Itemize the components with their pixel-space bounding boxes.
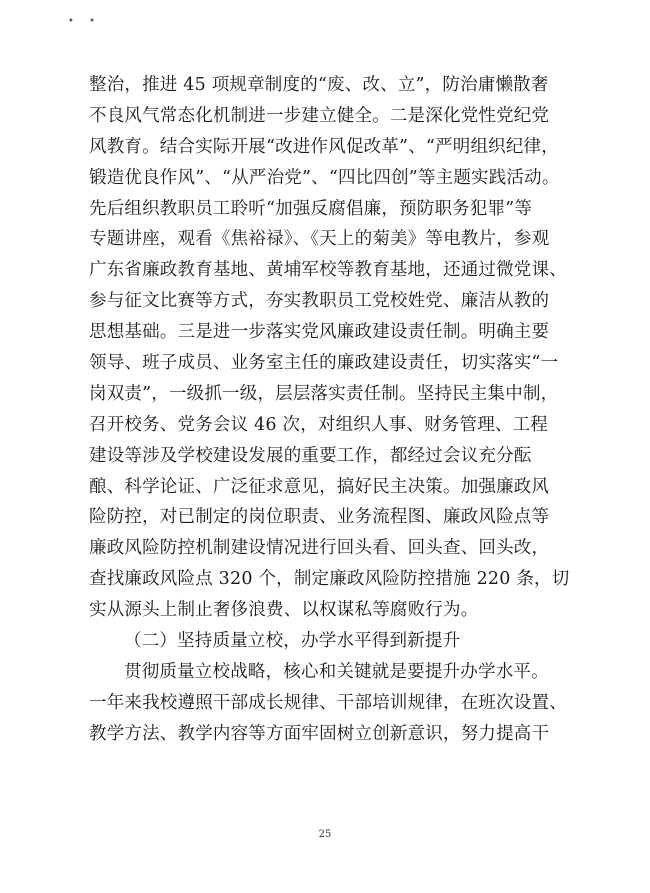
text-line: 锻造优良作风”、“从严治党”、“四比四创”等主题实践活动。 xyxy=(89,167,560,188)
text-line: 查找廉政风险点 320 个，制定廉政风险防控措施 220 条，切 xyxy=(89,569,570,590)
body-text xyxy=(89,70,584,750)
scan-marks: • • xyxy=(68,16,101,27)
paragraph-first-line: 贯彻质量立校战略，核心和关键就是要提升办学水平。 xyxy=(124,661,549,682)
text-line: 险防控，对已制定的岗位职责、业务流程图、廉政风险点等 xyxy=(89,507,550,528)
text-line: 专题讲座，观看《焦裕禄》、《天上的菊美》等电教片，参观 xyxy=(89,229,550,250)
text-line: 教学方法、教学内容等方面牢固树立创新意识，努力提高干 xyxy=(89,723,550,744)
text-line: 整治，推进 45 项规章制度的“废、改、立”，防治庸懒散奢 xyxy=(89,75,549,95)
text-line: 思想基础。三是进一步落实党风廉政建设责任制。明确主要 xyxy=(89,322,550,343)
section-heading: （二）坚持质量立校，办学水平得到新提升 xyxy=(124,631,461,652)
text-line: 廉政风险防控机制建设情况进行回头看、回头查、回头改， xyxy=(89,538,550,559)
text-line: 一年来我校遵照干部成长规律、干部培训规律，在班次设置、 xyxy=(89,692,567,713)
text-line: 建设等涉及学校建设发展的重要工作，都经过会议充分酝 xyxy=(89,445,532,466)
text-line: 岗双责”，一级抓一级，层层落实责任制。坚持民主集中制， xyxy=(89,383,559,404)
text-line: 召开校务、党务会议 46 次，对组织人事、财务管理、工程 xyxy=(89,414,548,435)
text-line: 实从源头上制止奢侈浪费、以权谋私等腐败行为。 xyxy=(89,600,479,621)
text-line: 不良风气常态化机制进一步建立健全。二是深化党性党纪党 xyxy=(89,105,550,126)
text-line: 广东省廉政教育基地、黄埔军校等教育基地，还通过微党课、 xyxy=(89,260,567,281)
text-line: 风教育。结合实际开展“改进作风促改革”、“严明组织纪律， xyxy=(89,136,559,157)
page-number: 25 xyxy=(318,829,332,840)
text-line: 先后组织教职员工聆听“加强反腐倡廉，预防职务犯罪”等 xyxy=(89,198,533,219)
text-line: 参与征文比赛等方式，夯实教职员工党校姓党、廉洁从教的 xyxy=(89,291,550,312)
text-line: 领导、班子成员、业务室主任的廉政建设责任，切实落实“一 xyxy=(89,353,559,374)
text-line: 酿、科学论证、广泛征求意见，搞好民主决策。加强廉政风 xyxy=(89,476,550,497)
